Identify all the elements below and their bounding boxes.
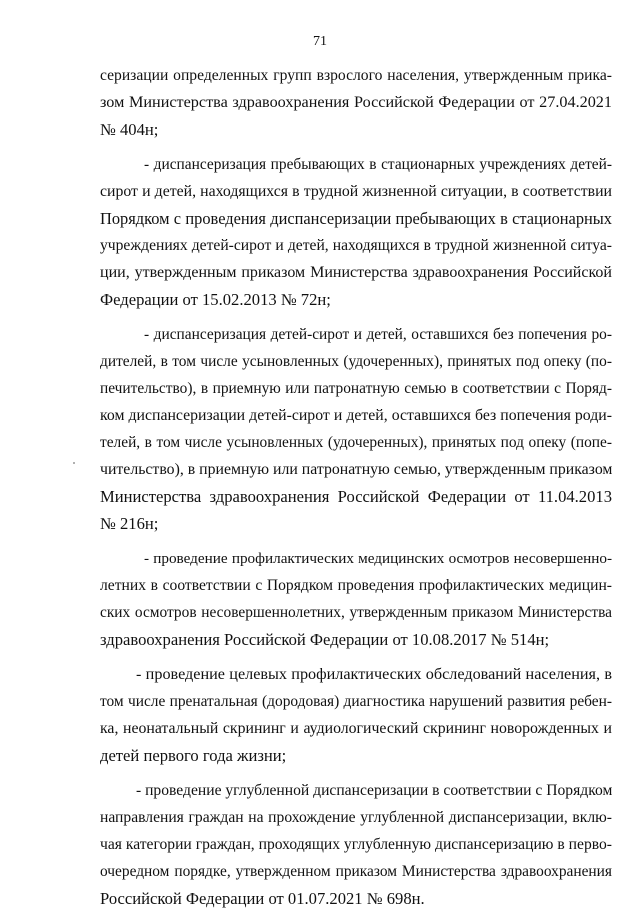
text-line: здравоохранения Российской Федерации от 10.08.2017 № 514н; bbox=[100, 630, 550, 649]
paragraph-2 bbox=[100, 151, 612, 313]
text-line: чительство), в приемную или патронатную семью, утвержденным приказом bbox=[100, 461, 613, 478]
paragraph-1 bbox=[100, 62, 612, 143]
paragraph-4 bbox=[100, 545, 612, 653]
text-line: Федерации от 15.02.2013 № 72н; bbox=[100, 290, 331, 309]
scan-speck bbox=[73, 462, 75, 464]
page-number: 71 bbox=[313, 34, 327, 49]
text-line: серизации определенных групп взрослого населения, утвержденным прика- bbox=[100, 67, 612, 84]
text-line: Министерства здравоохранения Российской Федерации от 11.04.2013 bbox=[100, 487, 612, 506]
text-line: том числе пренатальная (дородовая) диагностика нарушений развития ребен- bbox=[100, 693, 612, 710]
text-line: Порядком с проведения диспансеризации пребывающих в стационарных bbox=[100, 209, 612, 228]
document-body bbox=[100, 62, 612, 912]
text-line: летних в соответствии с Порядком проведения профилактических медицин- bbox=[100, 577, 612, 594]
text-line: - диспансеризация пребывающих в стационарных учреждениях детей- bbox=[144, 156, 612, 173]
text-line: ком диспансеризации детей-сирот и детей, оставшихся без попечения роди- bbox=[100, 407, 612, 424]
text-line: детей первого года жизни; bbox=[100, 746, 287, 765]
text-line: ции, утвержденным приказом Министерства здравоохранения Российской bbox=[100, 264, 612, 281]
paragraph-3 bbox=[100, 321, 612, 537]
text-line: телей, в том числе усыновленных (удочеренных), принятых под опеку (попе- bbox=[100, 434, 612, 451]
text-line: ских осмотров несовершеннолетних, утвержденным приказом Министерства bbox=[100, 604, 612, 621]
text-line: - проведение профилактических медицинских осмотров несовершенно- bbox=[144, 550, 612, 567]
text-line: дителей, в том числе усыновленных (удочеренных), принятых под опеку (по- bbox=[100, 353, 612, 370]
text-line: печительство), в приемную или патронатную семью в соответствии с Поряд- bbox=[100, 380, 612, 397]
text-line: Российской Федерации от 01.07.2021 № 698н. bbox=[100, 889, 425, 908]
text-line: - проведение целевых профилактических обследований населения, в bbox=[136, 665, 612, 683]
text-line: зом Министерства здравоохранения Российской Федерации от 27.04.2021 bbox=[100, 93, 612, 111]
text-line: чая категории граждан, проходящих углубленную диспансеризацию в перво- bbox=[100, 836, 612, 853]
text-line: сирот и детей, находящихся в трудной жизненной ситуации, в соответствии bbox=[100, 183, 612, 200]
text-line: ка, неонатальный скрининг и аудиологический скрининг новорожденных и bbox=[100, 720, 612, 737]
text-line: учреждениях детей-сирот и детей, находящихся в трудной жизненной ситуа- bbox=[100, 237, 612, 254]
text-line: № 216н; bbox=[100, 514, 159, 533]
paragraph-5 bbox=[100, 661, 612, 769]
text-line: очередном порядке, утвержденном приказом Министерства здравоохранения bbox=[100, 863, 612, 880]
paragraph-6 bbox=[100, 777, 612, 912]
text-line: - проведение углубленной диспансеризации в соответствии с Порядком bbox=[136, 782, 613, 799]
text-line: направления граждан на прохождение углубленной диспансеризации, вклю- bbox=[100, 809, 612, 826]
text-line: - диспансеризация детей-сирот и детей, оставшихся без попечения ро- bbox=[144, 326, 612, 343]
text-line: № 404н; bbox=[100, 120, 159, 139]
